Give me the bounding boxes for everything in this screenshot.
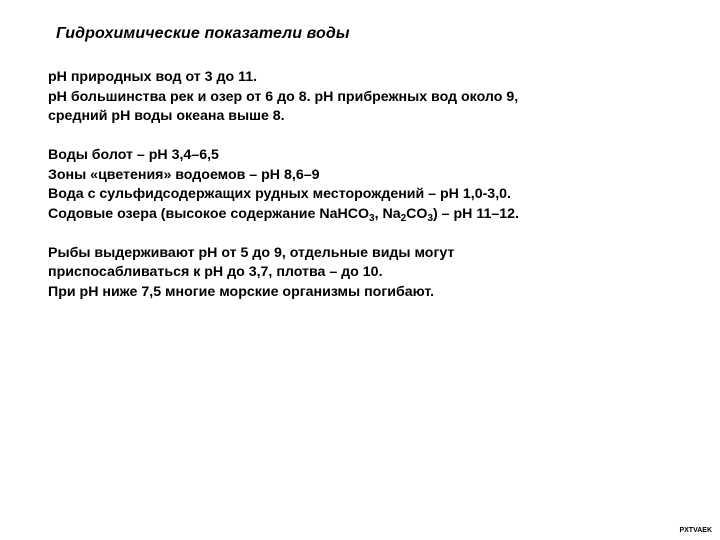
footer-watermark: PXTVAEK (679, 527, 712, 534)
text-line: Вода с сульфидсодержащих рудных месторождений – рН 1,0-3,0. (48, 186, 511, 202)
text-line: приспосабливаться к рН до 3,7, плотва – до 10. (48, 264, 383, 280)
text-line: рН природных вод от 3 до 11. (48, 69, 258, 85)
text-segment: , Na (374, 205, 401, 222)
paragraph-ph-ranges (48, 68, 648, 127)
text-line: Воды болот – рН 3,4–6,5 (48, 147, 219, 163)
text-segment: ) – рН 11–12. (433, 205, 519, 222)
text-segment: Содовые озера (высокое содержание NaHCO (48, 205, 369, 222)
text-line: средний рН воды океана выше 8. (48, 108, 285, 124)
slide-body (48, 68, 648, 322)
text-line-soda-lakes (48, 205, 648, 225)
text-line: рН большинства рек и озер от 6 до 8. рН прибрежных вод около 9, (48, 88, 519, 105)
slide-title: Гидрохимические показатели воды (56, 25, 350, 42)
text-line: При рН ниже 7,5 многие морские организмы погибают. (48, 283, 435, 300)
text-line: Рыбы выдерживают рН от 5 до 9, отдельные виды могут (48, 244, 455, 261)
text-segment: CO (406, 205, 428, 222)
paragraph-fish-tolerance (48, 244, 648, 303)
subscript: 2 (400, 212, 407, 224)
subscript: 3 (427, 212, 433, 224)
paragraph-water-types (48, 146, 648, 224)
text-line: Зоны «цветения» водоемов – рН 8,6–9 (48, 166, 320, 183)
subscript: 3 (369, 212, 375, 224)
